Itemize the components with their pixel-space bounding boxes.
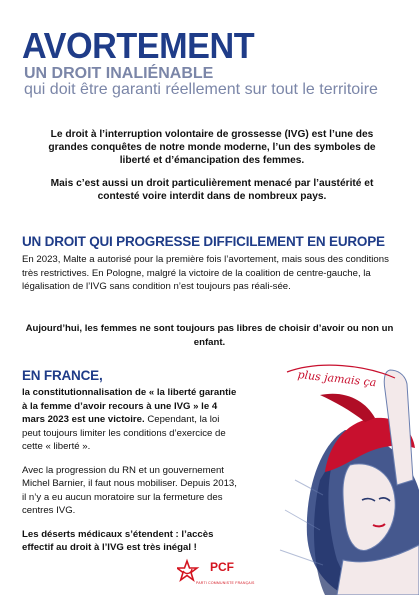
france-paragraph-1-bold: la constitutionnalisation de « la liberté garantie à la femme d’avoir recours à une IVG » le 4 mars 2023 est une victoire.	[22, 387, 237, 425]
section-france-body	[22, 386, 237, 565]
intro-paragraph-1: Le droit à l’interruption volontaire de grossesse (IVG) est l’une des grandes conquêtes de notre monde moderne, l’un des symboles de liberté et d’émancipation des femmes.	[48, 129, 376, 166]
section-europe-body	[22, 253, 397, 294]
section-europe-paragraph: En 2023, Malte a autorisé pour la première fois l’avortement, mais sous des conditions très restrictives. En Pologne, malgré la victoire de la coalition de centre-gauche, la légalisation de l’IVG sans condition n’est toujours pas réali-sée.	[22, 254, 389, 292]
section-europe-note: Aujourd’hui, les femmes ne sont toujours pas libres de choisir d’avoir ou non un enfant.	[25, 323, 394, 348]
france-paragraph-2: Avec la progression du RN et un gouvernement Michel Barnier, il faut nous mobiliser. Depuis 2013, il n’y a eu aucun moratoire sur la fermeture des centres IVG.	[22, 464, 237, 516]
page-title: AVORTEMENT	[22, 25, 255, 66]
intro-paragraph-2: Mais c’est aussi un droit particulièrement menacé par l’austérité et contesté voire interdit dans de nombreux pays.	[50, 178, 374, 202]
page-subtitle: UN DROIT INALIÉNABLE	[24, 65, 214, 82]
logo-text: PCF	[210, 560, 234, 574]
slogan-text: plus jamais ça	[296, 368, 377, 390]
page-tagline: qui doit être garanti réellement sur tout le territoire	[24, 81, 378, 98]
section-europe-title: UN DROIT QUI PROGRESSE DIFFICILEMENT EN EUROPE	[22, 234, 385, 249]
france-paragraph-3: Les déserts médicaux s’étendent : l’accès effectif au droit à l’IVG est très inégal !	[22, 528, 214, 553]
section-france-title: EN FRANCE,	[22, 368, 103, 383]
france-paragraph-1	[22, 386, 237, 454]
france-paragraph-1-rest: Cependant, la loi peut toujours limiter les conditions d’exercice de cette « liberté ».	[22, 414, 226, 452]
marianne-illustration	[225, 360, 419, 595]
intro-block	[32, 128, 392, 213]
logo-subtitle: PARTI COMMUNISTE FRANÇAIS	[196, 581, 255, 585]
